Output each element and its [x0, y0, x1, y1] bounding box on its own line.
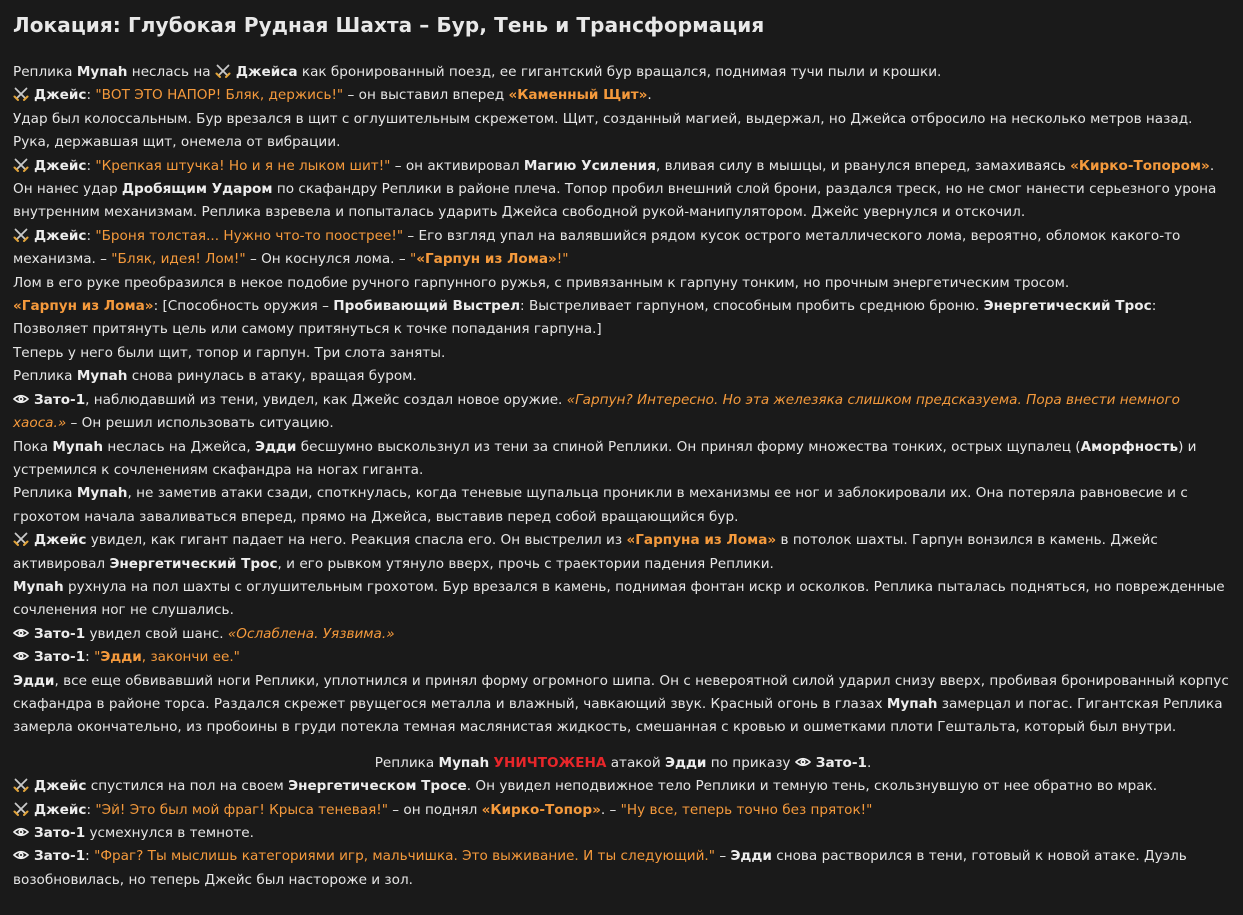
text-segment: Мупаh — [76, 64, 128, 80]
page-title: Локация: Глубокая Рудная Шахта – Бур, Тень и Трансформация — [13, 13, 765, 37]
text-segment: , и его рывком утянуло вверх, прочь с траектории падения Реплики. — [277, 555, 774, 572]
text-segment: Энергетическом Тросе — [288, 778, 467, 795]
text-segment: Реплика — [374, 754, 439, 771]
text-segment: Аморфность — [1080, 438, 1179, 455]
story-paragraph — [13, 342, 1233, 365]
text-segment: Джейс — [34, 87, 87, 104]
text-segment: : — [86, 87, 96, 104]
text-segment: : — [86, 157, 96, 174]
story-paragraph — [13, 529, 1233, 576]
crossed-swords-icon — [13, 228, 29, 242]
crossed-swords-icon — [13, 158, 29, 172]
text-segment: " — [409, 251, 417, 268]
eye-icon — [13, 848, 29, 862]
text-segment: "Крепкая штучка! Но и я не лыком шит!" — [95, 157, 391, 174]
text-segment: – он активировал — [390, 157, 524, 174]
story-paragraph — [13, 623, 1233, 646]
text-segment: «Каменный Щит» — [508, 87, 648, 104]
text-segment: "Ну все, теперь точно без пряток!" — [620, 801, 873, 818]
story-paragraph — [13, 576, 1233, 623]
text-segment: Дробящим Ударом — [121, 181, 273, 198]
text-segment: атакой — [606, 754, 665, 771]
text-segment: Зато-1 — [34, 625, 86, 642]
text-segment: !" — [556, 251, 569, 268]
story-paragraph — [13, 646, 1233, 669]
text-segment: "ВОТ ЭТО НАПОР! Бляк, держись!" — [95, 87, 344, 104]
eye-icon — [795, 755, 811, 769]
text-segment: , не заметив атаки сзади, споткнулась, когда теневые щупальца проникли в механизмы ее ног и заблокировали их. Она потеряла равновесие и с грохотом начала заваливаться вперед, прямо на Джейса, выставив перед собой вращающийся бур. — [13, 485, 1188, 525]
text-segment: : — [86, 227, 96, 244]
story-paragraph — [13, 670, 1233, 740]
story-paragraph — [13, 389, 1233, 436]
eye-icon — [13, 825, 29, 839]
text-segment: Мупаh — [886, 695, 938, 712]
text-segment: – Он решил использовать ситуацию. — [66, 415, 334, 432]
text-segment: рухнула на пол шахты с оглушительным грохотом. Бур врезался в камень, поднимая фонтан искр и осколков. Реплика пыталась подняться, но поврежденные сочленения ног не слушались. — [13, 578, 1225, 619]
text-segment: Эдди — [730, 848, 772, 865]
text-segment: : [Способность оружия – — [153, 298, 334, 315]
text-segment: Он нанес удар — [13, 181, 122, 198]
text-segment: "Эй! Это был мой фраг! Крыса теневая!" — [95, 801, 388, 818]
story-paragraph — [13, 845, 1233, 892]
text-segment: Джейс — [34, 157, 87, 174]
text-segment: ) и устремился к сочленениям скафандра на ногах гиганта. — [13, 438, 1197, 478]
text-segment: Эдди — [13, 672, 55, 689]
story-paragraph — [13, 84, 1233, 107]
crossed-swords-icon — [13, 778, 29, 792]
text-segment: Зато-1 — [34, 649, 86, 666]
text-segment: Удар был колоссальным. Бур врезался в щит с оглушительным скрежетом. Щит, созданный магией, выдержал, но Джейса отбросило на несколько метров назад. Рука, державшая щит, онемела от вибрации. — [13, 110, 1193, 151]
story-paragraph — [13, 225, 1233, 272]
text-segment: "Фраг? Ты мыслишь категориями игр, мальчишка. Это выживание. И ты следующий." — [94, 848, 715, 865]
text-segment: Пробивающий Выстрел — [333, 298, 521, 315]
text-segment: Лом в его руке преобразился в некое подобие ручного гарпунного ружья, с привязанным к гарпуну тонким, но прочным энергетическим тросом. — [13, 274, 1070, 291]
status-destroyed: УНИЧТОЖЕНА — [493, 754, 607, 771]
story-paragraph — [13, 155, 1233, 178]
text-segment: усмехнулся в темноте. — [85, 825, 254, 841]
story-paragraph — [13, 295, 1233, 342]
text-segment: Джейс — [34, 227, 87, 244]
text-segment: Зато-1 — [34, 825, 86, 841]
eye-icon — [13, 649, 29, 663]
text-segment: Зато-1 — [815, 754, 867, 771]
story-paragraph — [13, 365, 1233, 388]
text-segment: Реплика — [13, 64, 77, 80]
text-segment: Джейс — [34, 532, 87, 549]
text-segment: Мупаh — [52, 438, 104, 455]
text-segment: Эдди — [664, 754, 707, 771]
eye-icon — [13, 626, 29, 640]
text-segment: Эдди — [100, 649, 142, 666]
destroyed-announcement — [13, 752, 1233, 775]
text-segment: – Он коснулся лома. – — [245, 251, 410, 268]
text-segment: «Гарпун из Лома» — [416, 251, 557, 268]
text-segment: , наблюдавший из тени, увидел, как Джейс создал новое оружие. — [85, 391, 567, 408]
text-segment: по приказу — [706, 754, 795, 771]
text-segment: – он поднял — [387, 801, 482, 818]
text-segment: : — [85, 848, 95, 865]
text-segment: . — [866, 754, 872, 771]
text-segment: " — [94, 649, 101, 666]
text-segment: по скафандру Реплики в районе плеча. Топор пробил внешний слой брони, раздался треск, но не смог нанести серьезного урона внутренним механизмам. Реплика взревела и попыталась ударить Джейса свободной рукой-манипулятором. Джейс увернулся и отскочил. — [13, 181, 1217, 221]
text-segment: «Кирко-Топор» — [481, 801, 601, 818]
text-segment: снова ринулась в атаку, вращая буром. — [127, 368, 417, 385]
text-segment: Реплика — [13, 368, 77, 385]
text-segment: «Гарпун? Интересно. Но эта железяка слишком предсказуема. Пора внести немного хаоса.» — [13, 391, 1180, 432]
text-segment: . — [1209, 157, 1215, 174]
text-segment: Магию Усиления — [523, 157, 656, 174]
crossed-swords-icon — [13, 802, 29, 816]
text-segment: Мупаh — [13, 578, 64, 595]
crossed-swords-icon — [13, 532, 29, 546]
story-paragraph — [13, 822, 1233, 845]
story-body — [13, 61, 1233, 892]
text-segment: «Гарпуна из Лома» — [626, 532, 777, 549]
text-segment: снова растворился в тени, готовый к новой атаке. Дуэль возобновилась, но теперь Джейс был настороже и зол. — [13, 848, 1187, 888]
text-segment: Мупаh — [438, 754, 490, 771]
text-segment: спустился на пол на своем — [86, 778, 289, 795]
text-segment: Реплика — [13, 485, 77, 502]
text-segment: «Кирко-Топором» — [1070, 157, 1210, 174]
story-paragraph — [13, 436, 1233, 483]
text-segment: Зато-1 — [34, 391, 86, 408]
text-segment: – он выставил вперед — [343, 87, 509, 104]
eye-icon — [13, 392, 29, 406]
text-segment: «Гарпун из Лома» — [13, 298, 154, 315]
text-segment: , вливая силу в мышцы, и рванулся вперед, замахиваясь — [656, 157, 1071, 174]
story-paragraph — [13, 61, 1233, 84]
text-segment: "Броня толстая... Нужно что-то поострее!" — [95, 227, 404, 244]
text-segment: Энергетический Трос — [983, 298, 1152, 315]
text-segment: : Выстреливает гарпуном, способным пробить среднюю броню. — [520, 298, 984, 315]
text-segment: . — [647, 87, 652, 104]
text-segment: «Ослаблена. Уязвима.» — [227, 625, 395, 642]
story-paragraph — [13, 775, 1233, 798]
story-paragraph — [13, 178, 1233, 225]
text-segment: . – — [600, 801, 621, 818]
text-segment: увидел свой шанс. — [85, 625, 228, 642]
text-segment: неслась на Джейса, — [103, 438, 255, 455]
text-segment: – — [715, 848, 731, 865]
text-segment: Джейс — [34, 778, 87, 795]
text-segment: неслась на — [127, 64, 215, 80]
story-paragraph — [13, 108, 1233, 155]
text-segment: , закончи ее." — [141, 649, 240, 666]
story-paragraph — [13, 272, 1233, 295]
text-segment: : — [85, 649, 95, 666]
text-segment: Зато-1 — [34, 848, 86, 865]
text-segment: : — [86, 801, 96, 818]
text-segment: Джейс — [34, 801, 87, 818]
text-segment: замерцал и погас. Гигантская Реплика замерла окончательно, из пробоины в груди потекла темная маслянистая жидкость, смешанная с кровью и ошметками плоти Гештальта, который был внутри. — [13, 695, 1223, 736]
text-segment: Джейса — [235, 64, 298, 80]
text-segment: увидел, как гигант падает на него. Реакция спасла его. Он выстрелил из — [86, 532, 627, 549]
text-segment: Теперь у него были щит, топор и гарпун. Три слота заняты. — [13, 344, 446, 361]
text-segment: в потолок шахты. Гарпун вонзился в камень. Джейс активировал — [13, 532, 1158, 572]
story-paragraph — [13, 482, 1233, 529]
text-segment: . Он увидел неподвижное тело Реплики и темную тень, скользнувшую от нее обратно во мрак. — [466, 778, 1158, 795]
text-segment: Эдди — [254, 438, 297, 455]
crossed-swords-icon — [13, 87, 29, 101]
text-segment: Энергетический Трос — [109, 555, 278, 572]
story-paragraph — [13, 799, 1233, 822]
text-segment: как бронированный поезд, ее гигантский бур вращался, поднимая тучи пыли и крошки. — [297, 64, 942, 80]
text-segment: Мупаh — [76, 485, 128, 502]
text-segment: Пока — [13, 438, 53, 455]
text-segment: "Бляк, идея! Лом!" — [111, 251, 246, 268]
text-segment: , все еще обвивавший ноги Реплики, уплотнился и принял форму огромного шипа. Он с невероятной силой ударил снизу вверх, пробивая бронированный корпус скафандра в районе торса. Раздался скрежет рвущегося металла и влажный, чавкающий звук. Красный огонь в глазах — [13, 672, 1229, 712]
crossed-swords-icon — [215, 64, 231, 78]
text-segment: – Его взгляд упал на валявшийся рядом кусок острого металлического лома, вероятно, обломок какого-то механизма. – — [13, 227, 1181, 268]
text-segment: Мупаh — [76, 368, 128, 385]
text-segment: : Позволяет притянуть цель или самому притянуться к точке попадания гарпуна.] — [13, 298, 1157, 338]
text-segment: бесшумно выскользнул из тени за спиной Реплики. Он принял форму множества тонких, острых щупалец ( — [296, 438, 1081, 455]
